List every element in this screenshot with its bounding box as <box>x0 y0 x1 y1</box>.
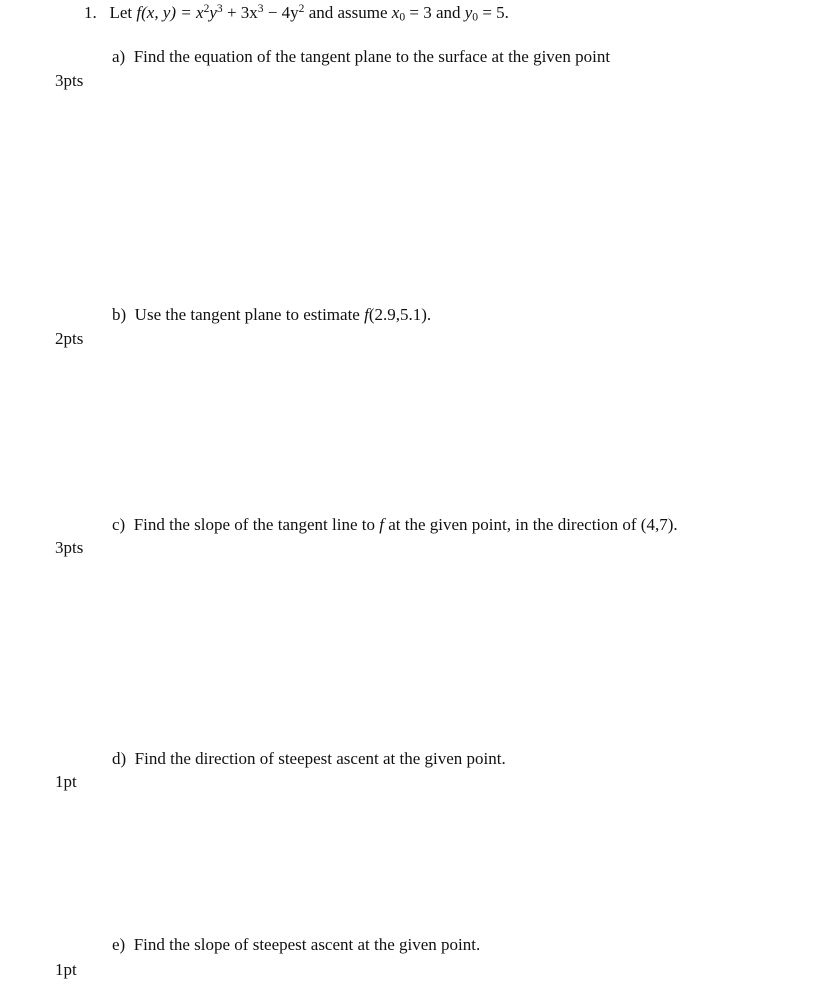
part-b-function: f <box>364 305 369 324</box>
x0-subscript: 0 <box>399 10 406 24</box>
part-a-question <box>112 47 610 67</box>
intro-text: Let <box>109 3 133 22</box>
part-a-text: Find the equation of the tangent plane to the surface at the given point <box>133 47 611 66</box>
problem-statement <box>84 3 509 23</box>
part-c-label: c) <box>112 515 126 534</box>
x0-value: = 3 <box>405 3 432 22</box>
part-c-text: Find the slope of the tangent line to <box>133 515 375 534</box>
part-b-points: 2pts <box>55 329 84 348</box>
term1-x: x <box>196 3 204 22</box>
problem-number: 1. <box>84 3 97 22</box>
term3-exponent: 2 <box>298 2 305 16</box>
part-c-question <box>112 515 678 535</box>
y0-value: = 5. <box>478 3 509 22</box>
assume-text: and assume <box>308 3 388 22</box>
function-name: f <box>136 3 142 22</box>
part-b-question <box>112 305 431 325</box>
and-text: and <box>435 3 461 22</box>
term1-x-exponent: 2 <box>203 2 210 16</box>
part-d-question <box>112 749 506 769</box>
part-c-text-after: at the given point, in the direction of (4,7). <box>388 515 678 534</box>
part-b-label: b) <box>112 305 127 324</box>
part-b-text: Use the tangent plane to estimate <box>134 305 360 324</box>
part-d-points: 1pt <box>55 772 77 791</box>
part-b-args: (2.9,5.1). <box>368 305 432 324</box>
part-d-label: d) <box>112 749 127 768</box>
part-e-question <box>112 935 480 955</box>
part-e-label: e) <box>112 935 126 954</box>
term2-exponent: 3 <box>257 2 264 16</box>
part-c-function: f <box>379 515 384 534</box>
term1-y: y <box>209 3 217 22</box>
part-d-text: Find the direction of steepest ascent at the given point. <box>134 749 506 768</box>
term1-y-exponent: 3 <box>216 2 223 16</box>
part-e-text: Find the slope of steepest ascent at the given point. <box>133 935 481 954</box>
function-args: (x, y) = <box>141 3 197 22</box>
part-a-label: a) <box>112 47 126 66</box>
y0-subscript: 0 <box>472 10 479 24</box>
term2: + 3x <box>222 3 258 22</box>
y0-variable: y <box>464 3 473 22</box>
x0-variable: x <box>391 3 400 22</box>
part-c-points: 3pts <box>55 538 84 557</box>
part-a-points: 3pts <box>55 71 84 90</box>
part-e-points: 1pt <box>55 960 77 979</box>
term3: − 4y <box>263 3 299 22</box>
